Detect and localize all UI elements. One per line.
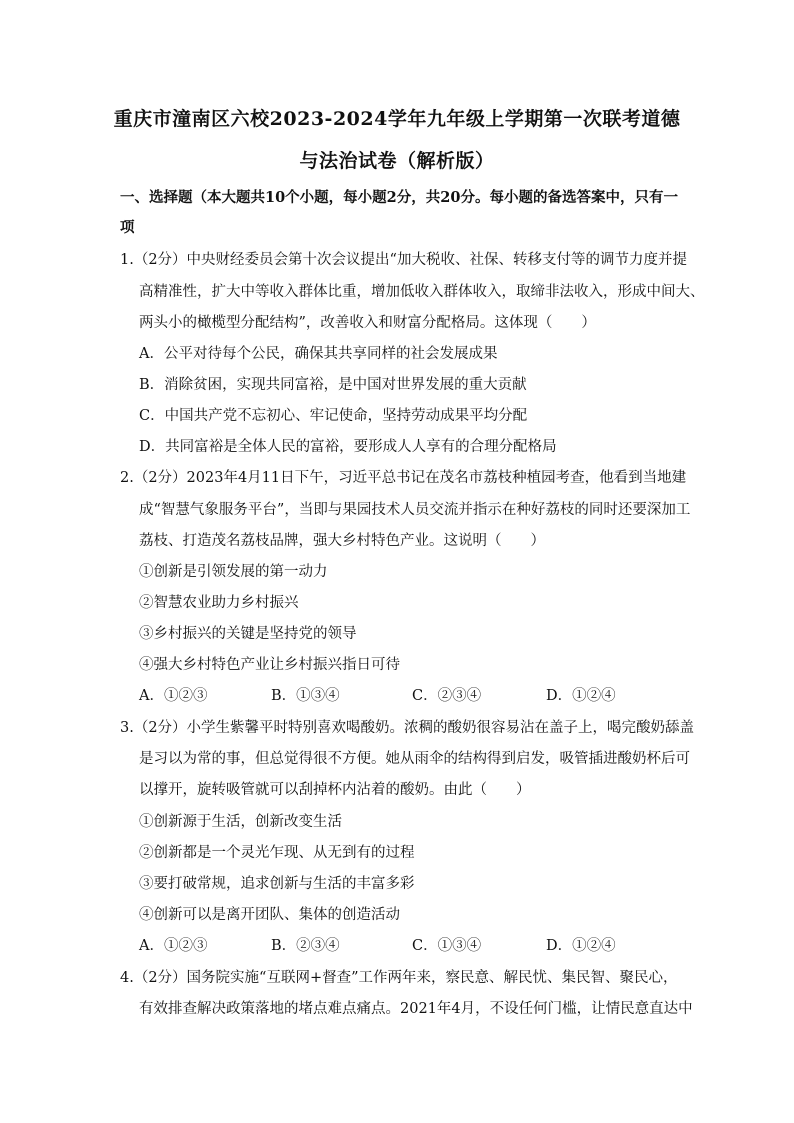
q3-option-d: D．①②④	[546, 938, 616, 954]
q1-option-a: A．公平对待每个公民，确保其共享同样的社会发展成果	[139, 346, 498, 362]
q4-stem-line-1: 4.（2分）国务院实施“互联网+督查”工作两年来，察民意、解民忧、集民智、聚民心，	[120, 970, 678, 986]
q2-statement-1: ①创新是引领发展的第一动力	[139, 564, 328, 580]
section-heading-line-2: 项	[120, 219, 135, 236]
q3-statement-2: ②创新都是一个灵光乍现、从无到有的过程	[139, 845, 415, 861]
q1-option-d: D．共同富裕是全体人民的富裕，要形成人人享有的合理分配格局	[139, 439, 557, 455]
q3-stem-line-1: 3.（2分）小学生紫馨平时特别喜欢喝酸奶。浓稠的酸奶很容易沾在盖子上，喝完酸奶舔盖	[120, 720, 695, 736]
q4-stem-line-2: 有效排查解决政策落地的堵点难点痛点。2021年4月，不设任何门槛，让情民意直达中	[139, 1001, 693, 1017]
q1-stem-line-3: 两头小的橄榄型分配结构”，改善收入和财富分配格局。这体现（ ）	[139, 315, 596, 331]
q2-stem-line-2: 成“智慧气象服务平台”，当即与果园技术人员交流并指示在种好荔枝的同时还要深加工	[139, 502, 691, 518]
q3-option-c: C．①③④	[412, 938, 482, 954]
document-title-line-2: 与法治试卷（解析版）	[299, 150, 495, 172]
q2-statement-3: ③乡村振兴的关键是坚持党的领导	[139, 626, 357, 642]
q2-stem-line-1: 2.（2分）2023年4月11日下午，习近平总书记在茂名市荔枝种植园考查，他看到当地建	[120, 470, 687, 486]
q2-option-c: C．②③④	[412, 688, 482, 704]
q3-stem-line-3: 以撑开，旋转吸管就可以刮掉杯内沾着的酸奶。由此（ ）	[139, 782, 531, 798]
q3-option-b: B．②③④	[271, 938, 340, 954]
q1-stem-line-1: 1.（2分）中央财经委员会第十次会议提出“加大税收、社保、转移支付等的调节力度并提	[120, 252, 687, 268]
document-title-line-1: 重庆市潼南区六校2023-2024学年九年级上学期第一次联考道德	[113, 108, 681, 130]
q1-stem-line-2: 高精准性，扩大中等收入群体比重，增加低收入群体收入，取缔非法收入，形成中间大、	[139, 284, 705, 300]
q1-option-c: C．中国共产党不忘初心、牢记使命，坚持劳动成果平均分配	[139, 408, 528, 424]
q1-option-b: B．消除贫困，实现共同富裕，是中国对世界发展的重大贡献	[139, 377, 527, 393]
q2-statement-2: ②智慧农业助力乡村振兴	[139, 595, 299, 611]
section-heading-line-1: 一、选择题（本大题共10个小题，每小题2分，共20分。每小题的备选答案中，只有一	[120, 189, 678, 206]
q2-option-a: A．①②③	[139, 688, 208, 704]
q3-option-a: A．①②③	[139, 938, 208, 954]
q2-option-b: B．①③④	[271, 688, 340, 704]
q3-statement-4: ④创新可以是离开团队、集体的创造活动	[139, 907, 400, 923]
q3-stem-line-2: 是习以为常的事，但总觉得很不方便。她从雨伞的结构得到启发，吸管插进酸奶杯后可	[139, 751, 690, 767]
q3-statement-1: ①创新源于生活，创新改变生活	[139, 814, 342, 830]
q3-statement-3: ③要打破常规，追求创新与生活的丰富多彩	[139, 876, 415, 892]
q2-option-d: D．①②④	[546, 688, 616, 704]
q2-statement-4: ④强大乡村特色产业让乡村振兴指日可待	[139, 657, 400, 673]
q2-stem-line-3: 荔枝、打造茂名荔枝品牌，强大乡村特色产业。这说明（ ）	[139, 533, 545, 549]
